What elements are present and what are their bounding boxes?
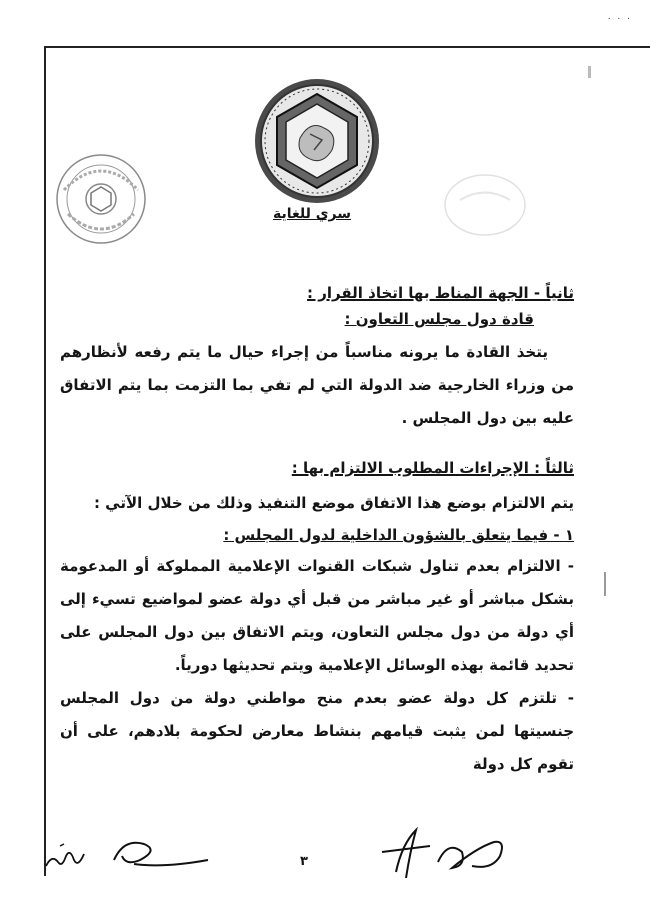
item-one-heading: ١ - فيما يتعلق بالشؤون الداخلية لدول المجلس : <box>223 526 574 544</box>
faded-stamp-icon <box>440 170 530 240</box>
item-one-paragraph-citizenship: - تلتزم كل دولة عضو بعدم منح مواطني دولة من دول المجلس جنسيتها لمن يثبت قيامهم بنشاط معارض لحكومة بلادهم، على أن تقوم كل دولة <box>60 689 574 773</box>
document-body <box>60 282 574 781</box>
signature-icon <box>104 830 214 878</box>
section-two-subheading: قادة دول مجلس التعاون : <box>344 310 534 328</box>
classification-label: سري للغاية <box>272 206 352 222</box>
scan-artifact <box>604 572 606 596</box>
section-three-intro: يتم الالتزام بوضع هذا الاتفاق موضع التنفيذ وذلك من خلال الآتي : <box>93 494 574 512</box>
signature-icon <box>40 836 88 876</box>
official-stamp-icon <box>54 152 148 246</box>
scan-artifact: . . . <box>607 12 632 22</box>
gcc-emblem-icon <box>252 76 382 206</box>
page-number: ٣ <box>300 854 308 869</box>
section-two-paragraph: يتخذ القادة ما يرونه مناسباً من إجراء حيال ما يتم رفعه لأنظارهم من وزراء الخارجية ضد الدولة التي لم تفي بما التزمت بما يتم الاتفاق عليه بين دول المجلس . <box>60 343 574 427</box>
section-two-heading: ثانياً - الجهة المناط بها اتخاذ القرار : <box>307 284 574 302</box>
page-border-left <box>44 46 46 876</box>
item-one-paragraph-media: - الالتزام بعدم تناول شبكات القنوات الإعلامية المملوكة أو المدعومة بشكل مباشر أو غير مباشر من قبل أي دولة عضو لمواضيع تسيء إلى أي دولة من دول مجلس التعاون، ويتم الاتفاق بين دول المجلس على تحديد قائمة بهذه الوسائل الإعلامية ويتم تحديثها دورياً. <box>60 557 574 674</box>
signature-icon <box>376 822 516 882</box>
scan-artifact <box>588 66 591 78</box>
section-three-heading: ثالثاً : الإجراءات المطلوب الالتزام بها : <box>291 459 574 477</box>
page-border-top <box>46 46 650 48</box>
